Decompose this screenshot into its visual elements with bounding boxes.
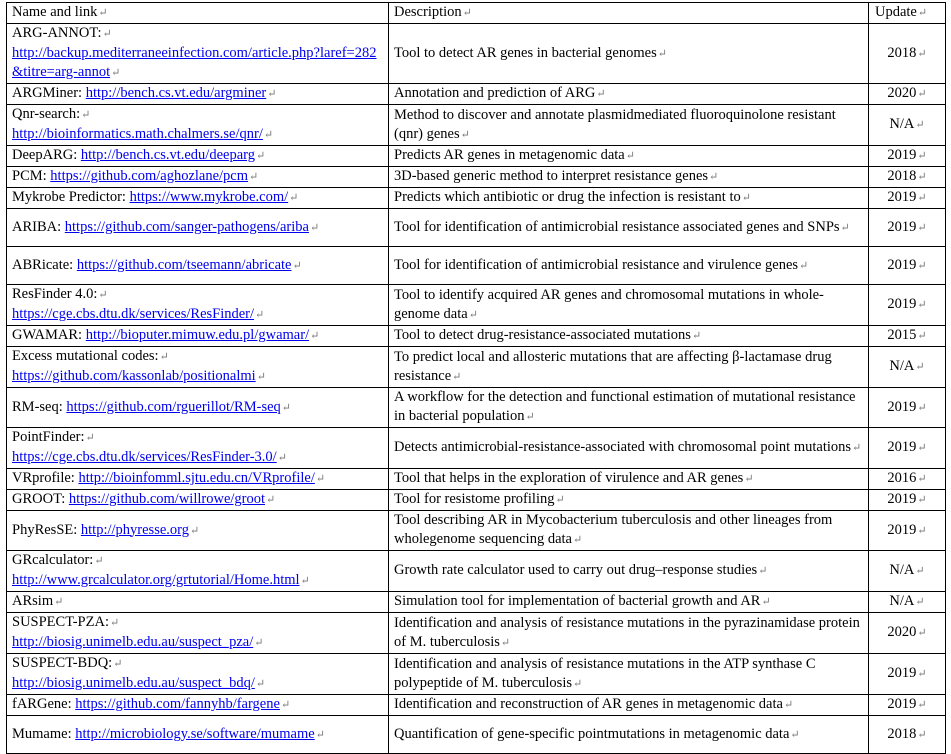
tool-name: ARsim — [12, 593, 54, 609]
table-row — [7, 24, 946, 84]
tool-description: Tool for resistome profiling — [394, 491, 555, 507]
paragraph-mark: ↵ — [915, 565, 925, 577]
paragraph-mark: ↵ — [300, 575, 310, 587]
tool-name-cell — [7, 105, 389, 146]
tool-name-cell — [7, 247, 389, 285]
tool-description-cell — [389, 84, 869, 105]
tool-update-year: 2019 — [887, 521, 917, 538]
paragraph-mark: ↵ — [452, 370, 462, 383]
tool-description: 3D-based generic method to interpret resistance genes — [394, 168, 709, 184]
tool-name-cell — [7, 511, 389, 551]
tool-description-cell — [389, 347, 869, 388]
table-row — [7, 146, 946, 167]
table-row — [7, 84, 946, 105]
tool-update-cell — [869, 511, 946, 551]
paragraph-mark: ↵ — [917, 330, 927, 342]
paragraph-mark: ↵ — [266, 494, 276, 506]
tool-update-cell — [869, 347, 946, 388]
paragraph-mark: ↵ — [840, 221, 850, 234]
table-row — [7, 469, 946, 490]
tool-name: PCM: — [12, 168, 47, 184]
paragraph-mark: ↵ — [525, 411, 535, 423]
paragraph-mark: ↵ — [596, 88, 606, 100]
header-update: Update↵ — [869, 3, 946, 24]
tool-update-year: N/A — [889, 562, 915, 578]
tool-update-cell — [869, 167, 946, 188]
paragraph-mark: ↵ — [109, 617, 120, 629]
paragraph-mark: ↵ — [783, 699, 794, 711]
tool-update-year: N/A — [889, 358, 915, 374]
paragraph-mark: ↵ — [917, 494, 927, 506]
tool-link[interactable]: https://github.com/aghozlane/pcm — [50, 168, 249, 184]
tool-description: Tool to detect AR genes in bacterial genomes — [394, 44, 657, 61]
tool-description-cell — [389, 105, 869, 146]
tool-description: Tool describing AR in Mycobacterium tuberculosis and other lineages from wholegenome sequencing data — [394, 512, 833, 547]
tool-description-cell — [389, 146, 869, 167]
paragraph-mark: ↵ — [309, 221, 320, 234]
paragraph-mark: ↵ — [500, 636, 511, 649]
table-row — [7, 209, 946, 247]
tool-description: A workflow for the detection and functional estimation of mutational resistance in bacterial population — [394, 389, 856, 424]
tool-update-year: 2020 — [887, 624, 917, 640]
tool-name-cell — [7, 326, 389, 347]
table-row — [7, 388, 946, 428]
paragraph-mark: ↵ — [917, 299, 927, 311]
paragraph-mark: ↵ — [249, 171, 259, 183]
tool-update-year: 2019 — [887, 296, 917, 312]
paragraph-mark: ↵ — [799, 259, 809, 272]
tool-description-cell — [389, 654, 869, 695]
table-row — [7, 654, 946, 695]
tool-update-cell — [869, 105, 946, 146]
header-description: Description↵ — [389, 3, 869, 24]
tool-name: PhyResSE: — [12, 521, 78, 538]
tool-name-cell — [7, 24, 389, 84]
tool-description: Tool for identification of antimicrobial resistance and virulence genes — [394, 256, 799, 273]
tool-link[interactable]: https://github.com/fannyhb/fargene — [75, 696, 280, 712]
tool-description-cell — [389, 285, 869, 326]
tool-link[interactable]: https://github.com/willrowe/groot — [68, 491, 266, 507]
paragraph-mark: ↵ — [85, 432, 95, 444]
tool-description-cell — [389, 209, 869, 247]
table-row — [7, 167, 946, 188]
paragraph-mark: ↵ — [267, 88, 277, 100]
tool-update-cell — [869, 285, 946, 326]
paragraph-mark: ↵ — [917, 728, 927, 741]
tool-name-cell — [7, 716, 389, 754]
table-row — [7, 428, 946, 469]
paragraph-mark: ↵ — [102, 28, 112, 40]
tool-update-cell — [869, 188, 946, 209]
tool-link[interactable]: https://github.com/kassonlab/positionalmi — [12, 368, 256, 384]
tool-name-cell — [7, 209, 389, 247]
paragraph-mark: ↵ — [917, 699, 927, 711]
paragraph-mark: ↵ — [917, 150, 927, 162]
tool-name: fARGene: — [12, 696, 72, 712]
tool-name: SUSPECT-BDQ: — [12, 655, 113, 671]
paragraph-mark: ↵ — [915, 596, 925, 608]
tool-update-cell — [869, 551, 946, 592]
tool-description-cell — [389, 716, 869, 754]
tool-update-year: 2016 — [887, 470, 917, 486]
tool-description: Growth rate calculator used to carry out drug–response studies — [394, 562, 758, 578]
tool-description: Identification and analysis of resistance mutations in the pyrazinamidase protein of M. tuberculosis — [394, 614, 860, 650]
paragraph-mark: ↵ — [917, 221, 927, 234]
tool-update-cell — [869, 247, 946, 285]
table-row — [7, 551, 946, 592]
table-row — [7, 188, 946, 209]
tool-description: Tool for identification of antimicrobial resistance associated genes and SNPs — [394, 218, 840, 235]
tool-update-year: 2019 — [887, 696, 917, 712]
tool-update-cell — [869, 490, 946, 511]
tool-name-cell — [7, 592, 389, 613]
tool-name-cell — [7, 388, 389, 428]
paragraph-mark: ↵ — [572, 534, 583, 546]
tool-link[interactable]: https://github.com/tseemann/abricate — [76, 256, 292, 273]
paragraph-mark: ↵ — [917, 668, 927, 680]
tool-description-cell — [389, 247, 869, 285]
table-row — [7, 716, 946, 754]
tool-update-cell — [869, 388, 946, 428]
paragraph-mark: ↵ — [159, 351, 169, 363]
paragraph-mark: ↵ — [917, 47, 927, 60]
tool-link[interactable]: https://cge.cbs.dtu.dk/services/ResFinder/ — [12, 306, 255, 322]
tool-description: Annotation and prediction of ARG — [394, 85, 596, 101]
paragraph-mark: ↵ — [254, 637, 264, 649]
tool-update-year: 2019 — [887, 256, 917, 273]
tool-description-cell — [389, 695, 869, 716]
paragraph-mark: ↵ — [917, 627, 927, 639]
tool-update-cell — [869, 326, 946, 347]
tool-name-cell — [7, 84, 389, 105]
tool-link[interactable]: http://bioputer.mimuw.edu.pl/gwamar/ — [85, 327, 310, 343]
tool-update-year: 2019 — [887, 491, 917, 507]
paragraph-mark: ↵ — [625, 150, 635, 162]
tool-description: Detects antimicrobial-resistance-associated with chromosomal point mutations — [394, 439, 852, 455]
tool-name: ABRicate: — [12, 256, 74, 273]
tool-description-cell — [389, 511, 869, 551]
paragraph-mark: ↵ — [315, 473, 326, 485]
paragraph-mark: ↵ — [915, 361, 925, 373]
table-row — [7, 592, 946, 613]
paragraph-mark: ↵ — [315, 728, 325, 741]
tool-link[interactable]: https://cge.cbs.dtu.dk/services/ResFinder-3.0/ — [12, 449, 277, 465]
tool-link[interactable]: https://github.com/sanger-pathogens/ariba — [64, 218, 309, 235]
tool-update-cell — [869, 84, 946, 105]
paragraph-mark: ↵ — [915, 119, 925, 131]
paragraph-mark: ↵ — [917, 473, 927, 485]
tool-name: ARGMiner: — [12, 85, 83, 101]
tool-link[interactable]: http://backup.mediterraneeinfection.com/article.php?laref=282&titre=arg-annot — [12, 45, 377, 80]
tool-link[interactable]: http://microbiology.se/software/mumame — [75, 725, 315, 742]
tool-name: DeepARG: — [12, 147, 78, 163]
tool-name: PointFinder: — [12, 429, 85, 445]
resistance-tools-table — [6, 2, 946, 754]
tool-name-cell — [7, 347, 389, 388]
paragraph-mark: ↵ — [852, 442, 862, 454]
paragraph-mark: ↵ — [255, 150, 266, 162]
tool-update-cell — [869, 146, 946, 167]
tool-name: ARG-ANNOT: — [12, 25, 102, 41]
tool-name: Excess mutational codes: — [12, 348, 159, 364]
paragraph-mark: ↵ — [113, 658, 123, 670]
tool-description: Predicts AR genes in metagenomic data — [394, 147, 625, 163]
tool-description: Tool to detect drug-resistance-associated mutations — [394, 327, 691, 343]
table-row — [7, 326, 946, 347]
paragraph-mark: ↵ — [94, 555, 104, 567]
tool-link[interactable]: http://bioinformatics.math.chalmers.se/qnr/ — [12, 126, 263, 142]
tool-name: ARIBA: — [12, 218, 62, 235]
tool-update-year: N/A — [889, 116, 915, 132]
tool-link[interactable]: http://biosig.unimelb.edu.au/suspect_bdq/ — [12, 675, 255, 691]
paragraph-mark: ↵ — [281, 401, 291, 414]
tool-name-cell — [7, 695, 389, 716]
paragraph-mark: ↵ — [741, 192, 751, 204]
tool-update-year: 2018 — [887, 44, 917, 61]
tool-description-cell — [389, 469, 869, 490]
tool-link[interactable]: http://www.grcalculator.org/grtutorial/Home.html — [12, 572, 300, 588]
table-row — [7, 490, 946, 511]
table-row — [7, 695, 946, 716]
table-row — [7, 247, 946, 285]
paragraph-mark: ↵ — [54, 596, 64, 608]
tool-link[interactable]: http://bench.cs.vt.edu/deeparg — [80, 147, 255, 163]
tool-name-cell — [7, 285, 389, 326]
tool-update-year: N/A — [889, 593, 915, 609]
tool-update-cell — [869, 716, 946, 754]
tool-link[interactable]: https://www.mykrobe.com/ — [129, 189, 289, 205]
paragraph-mark: ↵ — [189, 524, 200, 537]
tool-update-year: 2020 — [887, 85, 917, 101]
tool-description: Tool to identify acquired AR genes and chromosomal mutations in whole-genome data — [394, 286, 824, 322]
tool-name: Qnr-search: — [12, 106, 81, 122]
tool-link[interactable]: http://bioinfomml.sjtu.edu.cn/VRprofile/ — [78, 470, 315, 486]
tool-description-cell — [389, 388, 869, 428]
paragraph-mark: ↵ — [460, 128, 470, 141]
tool-name-cell — [7, 167, 389, 188]
tool-name-cell — [7, 188, 389, 209]
table-row — [7, 105, 946, 146]
paragraph-mark: ↵ — [289, 192, 299, 204]
paragraph-mark: ↵ — [917, 442, 927, 454]
paragraph-mark: ↵ — [761, 596, 771, 608]
table-row — [7, 347, 946, 388]
tool-link[interactable]: http://biosig.unimelb.edu.au/suspect_pza/ — [12, 634, 254, 650]
tool-description-cell — [389, 613, 869, 654]
tool-update-cell — [869, 654, 946, 695]
tool-update-cell — [869, 469, 946, 490]
paragraph-mark: ↵ — [917, 192, 927, 204]
paragraph-mark: ↵ — [917, 259, 927, 272]
tool-description-cell — [389, 326, 869, 347]
tool-description: Quantification of gene-specific pointmutations in metagenomic data — [394, 725, 790, 742]
tool-name-cell — [7, 654, 389, 695]
tool-link[interactable]: http://bench.cs.vt.edu/argminer — [85, 85, 267, 101]
paragraph-mark: ↵ — [917, 171, 927, 183]
tool-name: RM-seq: — [12, 398, 63, 415]
tool-link[interactable]: http://phyresse.org — [80, 521, 189, 538]
paragraph-mark: ↵ — [917, 88, 927, 100]
paragraph-mark: ↵ — [277, 452, 287, 464]
paragraph-mark: ↵ — [917, 401, 927, 414]
tool-update-year: 2018 — [887, 725, 917, 742]
tool-description: Method to discover and annotate plasmidmediated fluoroquinolone resistant (qnr) genes — [394, 106, 836, 142]
tool-name: SUSPECT-PZA: — [12, 614, 109, 630]
paragraph-mark: ↵ — [310, 330, 320, 342]
tool-description-cell — [389, 24, 869, 84]
tool-name-cell — [7, 146, 389, 167]
table-row — [7, 511, 946, 551]
tool-name: ResFinder 4.0: — [12, 286, 98, 302]
tool-update-year: 2019 — [887, 189, 917, 205]
tool-update-year: 2015 — [887, 327, 917, 343]
table-header-row — [7, 3, 946, 24]
paragraph-mark: ↵ — [555, 494, 565, 506]
tool-description-cell — [389, 167, 869, 188]
tool-description-cell — [389, 592, 869, 613]
tool-description: Identification and reconstruction of AR genes in metagenomic data — [394, 696, 783, 712]
tool-update-year: 2018 — [887, 168, 917, 184]
tool-update-year: 2019 — [887, 439, 917, 455]
paragraph-mark: ↵ — [111, 67, 121, 79]
paragraph-mark: ↵ — [468, 308, 478, 321]
tool-update-cell — [869, 613, 946, 654]
paragraph-mark: ↵ — [657, 47, 667, 60]
paragraph-mark: ↵ — [255, 678, 266, 690]
tool-description: Identification and analysis of resistance mutations in the ATP synthase C polypeptide of M. tuberculosis — [394, 655, 816, 691]
paragraph-mark: ↵ — [280, 699, 291, 711]
tool-description: Predicts which antibiotic or drug the infection is resistant to — [394, 189, 741, 205]
tool-description: Tool that helps in the exploration of virulence and AR genes — [394, 470, 744, 486]
paragraph-mark: ↵ — [691, 330, 702, 342]
paragraph-mark: ↵ — [709, 171, 719, 183]
table-row — [7, 285, 946, 326]
paragraph-mark: ↵ — [292, 259, 302, 272]
tool-update-cell — [869, 209, 946, 247]
tool-name: GRcalculator: — [12, 552, 94, 568]
tool-description-cell — [389, 428, 869, 469]
tool-update-year: 2019 — [887, 665, 917, 681]
paragraph-mark: ↵ — [98, 289, 108, 301]
tool-name-cell — [7, 428, 389, 469]
tool-description: Simulation tool for implementation of bacterial growth and AR — [394, 593, 761, 609]
tool-name: VRprofile: — [12, 470, 75, 486]
tool-name-cell — [7, 551, 389, 592]
tool-name: GWAMAR: — [12, 327, 83, 343]
tool-update-cell — [869, 695, 946, 716]
paragraph-mark: ↵ — [573, 677, 583, 690]
paragraph-mark: ↵ — [758, 565, 768, 577]
header-name-and-link: Name and link↵ — [7, 3, 389, 24]
tool-description: To predict local and allosteric mutations that are affecting β-lactamase drug resistance — [394, 348, 832, 384]
tool-name-cell — [7, 613, 389, 654]
tool-update-cell — [869, 428, 946, 469]
tool-update-year: 2019 — [887, 218, 917, 235]
paragraph-mark: ↵ — [744, 473, 754, 485]
tool-name: Mumame: — [12, 725, 72, 742]
table-row — [7, 613, 946, 654]
tool-description-cell — [389, 188, 869, 209]
tool-update-cell — [869, 592, 946, 613]
paragraph-mark: ↵ — [263, 129, 274, 141]
tool-update-year: 2019 — [887, 147, 917, 163]
tool-update-year: 2019 — [887, 398, 917, 415]
paragraph-mark: ↵ — [256, 371, 266, 383]
tool-name: GROOT: — [12, 491, 66, 507]
tool-link[interactable]: https://github.com/rguerillot/RM-seq — [66, 398, 281, 415]
paragraph-mark: ↵ — [81, 109, 91, 121]
tool-description-cell — [389, 490, 869, 511]
tool-name-cell — [7, 469, 389, 490]
tool-description-cell — [389, 551, 869, 592]
paragraph-mark: ↵ — [917, 524, 927, 537]
tool-name: Mykrobe Predictor: — [12, 189, 126, 205]
paragraph-mark: ↵ — [255, 309, 265, 321]
tool-name-cell — [7, 490, 389, 511]
tool-update-cell — [869, 24, 946, 84]
paragraph-mark: ↵ — [790, 728, 800, 741]
